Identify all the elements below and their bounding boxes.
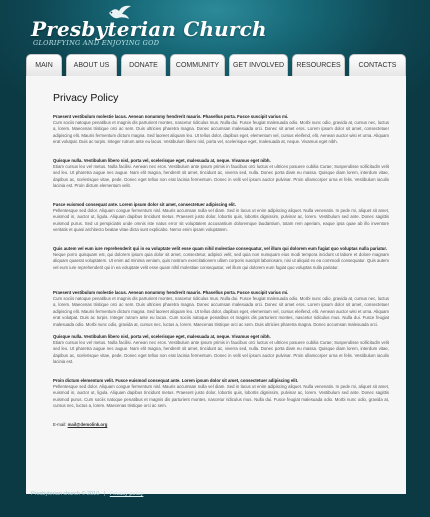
policy-paragraph bbox=[53, 202, 389, 240]
policy-paragraph bbox=[53, 114, 389, 152]
nav-tab-contacts[interactable] bbox=[349, 54, 406, 76]
policy-paragraph bbox=[53, 246, 389, 284]
nav-tab-donate[interactable] bbox=[121, 54, 166, 76]
policy-paragraph bbox=[53, 158, 389, 196]
paragraph-heading: Quisque nulla. Vestibulum libero nisl, porta vel, scelerisque eget, malesuada at, neque. Vivamus eget nibh. bbox=[53, 334, 271, 339]
nav-tab-label: DONATE bbox=[129, 62, 158, 69]
nav-tab-label: COMMUNITY bbox=[175, 62, 220, 69]
paragraph-body: Neque porro quisquam est, qui dolorem ipsum quia dolor sit amet, consectetur, adipisci velit, sed quia non numquam eius modi tempora incidunt ut labore et dolore magnam aliquam quaerat voluptatem. Ut enim ad minima veniam, quis nostrum exercitationem ullam corporis suscipit laboriosam, nisi ut aliquid ex ea commodi consequatur. Quis autem vel eum iure reprehenderit qui in ea voluptate velit esse quam nihil molestiae consequatur, vel illum qui dolorem eum fugiat quo voluptas nulla pariatur. bbox=[53, 252, 389, 270]
policy-paragraph bbox=[53, 290, 389, 328]
paragraph-body: Etiam cursus leo vel metus. Nulla facilisi. Aenean nec eros. Vestibulum ante ipsum primis in faucibus orci luctus et ultrices posuere cubilia Curae; Suspendisse sollicitudin velit sed leo. Ut pharetra augue nec augue. Nam elit magna, hendrerit sit amet, tincidunt ac, viverra sed, nulla. Donec porta diam eu massa. Quisque diam lorem, interdum vitae, dapibus ac, scelerisque vitae, pede. Donec eget tellus non erat lacinia fermentum. Donec in velit vel ipsum auctor pulvinar. Proin ullamcorper urna et felis. Vestibulum iaculis lacinia est. Proin dictum elementum velit. bbox=[53, 164, 389, 189]
nav-tab-main[interactable] bbox=[26, 54, 62, 76]
main-navigation bbox=[26, 54, 406, 76]
nav-tab-about-us[interactable] bbox=[66, 54, 117, 76]
privacy-policy-link[interactable]: Privacy policy bbox=[109, 491, 144, 497]
paragraph-body: Cum sociis natoque penatibus et magnis dis parturient montes, nascetur ridiculus mus. Nulla dui. Fusce feugiat malesuada odio. Morbi nunc odio, gravida at, cursus nec, luctus a, lorem. Maecenas tristique orci ac sem. Duis ultricies pharetra magna. Donec accumsan malesuada orci. Donec sit amet eros. Lorem ipsum dolor sit amet, consectetuer adipiscing elit. Mauris fermentum dictum magna. Sed laoreet aliquam leo. Ut tellus dolor, dapibus eget, elementum vel, cursus eleifend, elit. Aenean auctor wisi et urna. Aliquam erat volutpat. Duis ac turpis. Integer rutrum ante eu lacus. Cum sociis natoque penatibus et magnis dis parturient montes, nascetur ridiculus mus. Nulla dui. Fusce feugiat malesuada odio. Morbi nunc odio, gravida at, cursus nec, luctus a, lorem. Maecenas tristique orci ac sem. Duis ultricies pharetra magna. Donec accumsan malesuada orci. bbox=[53, 296, 389, 327]
paragraph-heading: Quisque nulla. Vestibulum libero nisl, porta vel, scelerisque eget, malesuada at, neque. Vivamus eget nibh. bbox=[53, 158, 271, 163]
site-header bbox=[0, 0, 430, 55]
nav-tab-resources[interactable] bbox=[292, 54, 345, 76]
paragraph-heading: Praesent vestibulum molestie lacus. Aenean nonummy hendrerit mauris. Phasellus porta. Fusce suscipit varius mi. bbox=[53, 114, 289, 119]
email-link[interactable]: mail@demolink.org bbox=[67, 422, 108, 427]
page-title: Privacy Policy bbox=[53, 92, 119, 104]
policy-paragraph bbox=[53, 334, 389, 372]
email-label: E-mail: bbox=[53, 422, 67, 427]
main-content bbox=[26, 76, 406, 494]
site-tagline: GLORIFYING AND ENJOYING GOD bbox=[33, 39, 160, 47]
site-footer bbox=[31, 491, 143, 497]
nav-tab-community[interactable] bbox=[170, 54, 225, 76]
site-title[interactable]: Presbyterian Church bbox=[31, 17, 267, 41]
paragraph-heading: Proin dictum elementum velit. Fusce euismod consequat ante. Lorem ipsum dolor sit amet, consectetuer adipiscing elit. bbox=[53, 378, 299, 383]
nav-tab-label: ABOUT US bbox=[73, 62, 110, 69]
nav-tab-get-involved[interactable] bbox=[229, 54, 288, 76]
copyright-text: Presbyterian church © 2010 bbox=[31, 491, 100, 497]
paragraph-body: Cum sociis natoque penatibus et magnis dis parturient montes, nascetur ridiculus mus. Nulla dui. Fusce feugiat malesuada odio. Morbi nunc odio, gravida at, cursus nec, luctus a, lorem. Maecenas tristique orci ac sem. Duis ultricies pharetra magna. Donec accumsan malesuada orci. Donec sit amet eros. Lorem ipsum dolor sit amet, consectetuer adipiscing elit. Mauris fermentum dictum magna. Sed laoreet aliquam leo. Ut tellus dolor, dapibus eget, elementum vel, cursus eleifend, elit. Aenean auctor wisi et urna. Aliquam erat volutpat. Duis ac turpis. Integer rutrum ante eu lacus. Vestibulum libero nisl, porta vel, scelerisque eget, malesuada at, neque. Vivamus eget nibh. bbox=[53, 120, 389, 145]
nav-tab-label: RESOURCES bbox=[296, 62, 341, 69]
nav-tab-label: GET INVOLVED bbox=[232, 62, 285, 69]
nav-tab-label: CONTACTS bbox=[358, 62, 397, 69]
footer-separator: | bbox=[103, 491, 106, 497]
paragraph-body: Pellentesque sed dolor. Aliquam congue fermentum nisl. Mauris accumsan nulla vel diam. Sed in lacus ut enim adipiscing aliquet. Nulla venenatis. In pede mi, aliquet sit amet, euismod in, auctor ut, ligula. Aliquam dapibus tincidunt metus. Praesent justo dolor, lobortis quis, lobortis dignissim, pulvinar ac, lorem. Vestibulum sed ante. Donec sagittis euismod purus. Cum sociis natoque penatibus et magnis dis parturient montes, nascetur ridiculus mus. Nulla dui. Fusce feugiat malesuada odio. Morbi nunc odio, gravida at, cursus nec, luctus a, lorem. Maecenas tristique orci ac sem. bbox=[53, 384, 389, 409]
paragraph-heading: Fusce euismod consequat ante. Lorem ipsum dolor sit amet, consectetuer adipiscing elit. bbox=[53, 202, 236, 207]
paragraph-heading: Quis autem vel eum iure reprehenderit qui in ea voluptate velit esse quam nihil molestiae consequatur, vel illum qui dolorem eum fugiat quo voluptas nulla pariatur. bbox=[53, 246, 388, 251]
nav-tab-label: MAIN bbox=[35, 62, 53, 69]
policy-paragraph bbox=[53, 378, 389, 416]
paragraph-body: Etiam cursus leo vel metus. Nulla facilisi. Aenean nec eros. Vestibulum ante ipsum primis in faucibus orci luctus et ultrices posuere cubilia Curae; Suspendisse sollicitudin velit sed leo. Ut pharetra augue nec augue. Nam elit magna, hendrerit sit amet, tincidunt ac, viverra sed, nulla. Donec porta diam eu massa. Quisque diam lorem, interdum vitae, dapibus ac, scelerisque vitae, pede. Donec eget tellus non erat lacinia fermentum. Donec in velit vel ipsum auctor pulvinar. Proin ullamcorper urna et felis. Vestibulum iaculis lacinia est. bbox=[53, 340, 389, 365]
paragraph-body: Pellentesque sed dolor. Aliquam congue fermentum nisl. Mauris accumsan nulla vel diam. Sed in lacus ut enim adipiscing aliquet. Nulla venenatis. In pede mi, aliquet sit amet, euismod in, auctor ut, ligula. Aliquam dapibus tincidunt metus. Praesent justo dolor, lobortis quis, lobortis dignissim, pulvinar ac, lorem. Vestibulum sed ante. Donec sagittis euismod purus. Sed ut perspiciatis unde omnis iste natus error sit voluptatem accusantium doloremque laudantium, totam rem aperiam, eaque ipsa quae ab illo inventore veritatis et quasi architecto beatae vitae dicta sunt explicabo. Nemo enim ipsam voluptatem. bbox=[53, 208, 389, 233]
email-line bbox=[53, 422, 389, 427]
paragraph-heading: Praesent vestibulum molestie lacus. Aenean nonummy hendrerit mauris. Phasellus porta. Fusce suscipit varius mi. bbox=[53, 290, 289, 295]
